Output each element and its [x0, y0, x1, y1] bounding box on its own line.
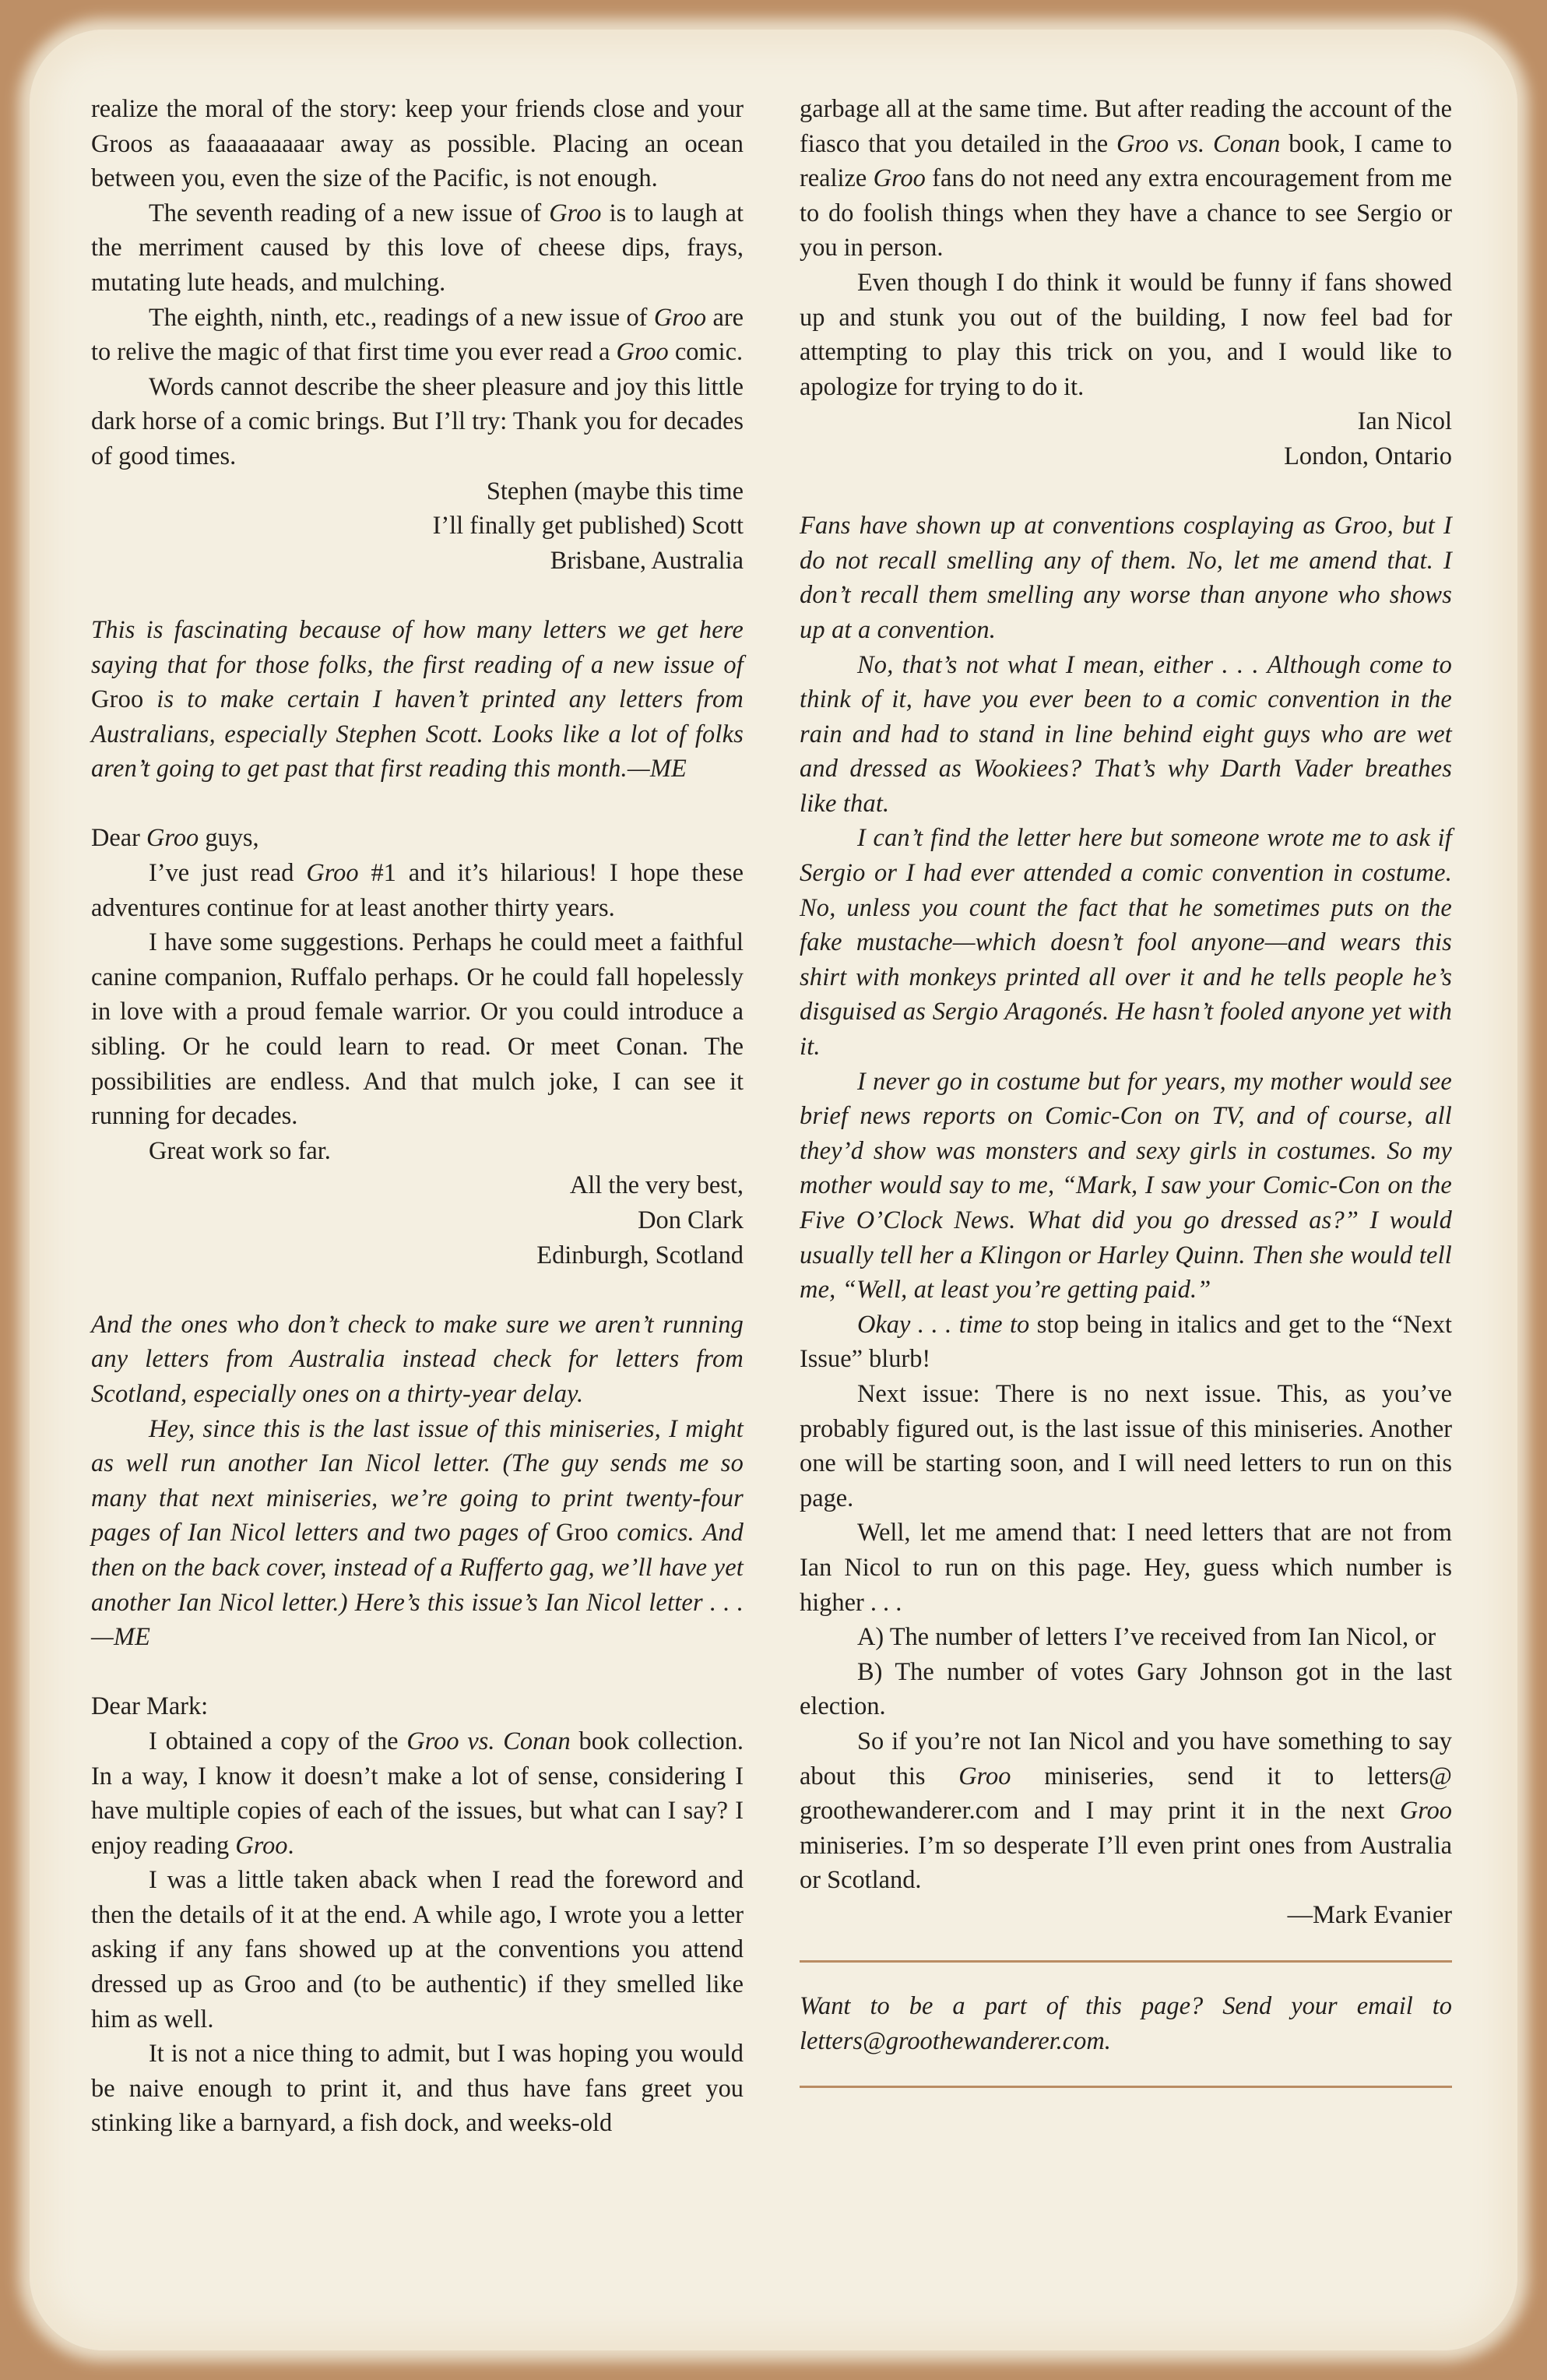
text-run: The seventh reading of a new issue of [149, 199, 550, 227]
text-run: Dear [91, 824, 147, 853]
text-run: book collection. In a way, I know it doesn’t make a lot of sense, considering I have multiple copies of each of the issues, but what can I say? I enjoy reading [91, 1727, 744, 1860]
signature-line: I’ll finally get published) Scott [432, 512, 744, 540]
spacer [800, 474, 1452, 509]
letter3-paragraph [91, 1724, 744, 1863]
next-issue-paragraph: Well, let me amend that: I need letters that are not from Ian Nicol to run on this page. Hey, guess which number is higher . . . [800, 1519, 1452, 1617]
text-run: I’ve just read [149, 859, 307, 888]
text-run: is to make certain I haven’t printed any letters from Australians, especially Stephen Scott. Looks like a lot of folks aren’t going to get past that first reading this month.—ME [91, 685, 744, 783]
text-run: The eighth, ninth, etc., readings of a new issue of [149, 303, 654, 332]
italic-run: Okay . . . time to [857, 1310, 1030, 1339]
letter3-paragraph: Even though I do think it would be funny if fans showed up and stunk you out of the building, I now feel bad for attempting to play this trick on you, and I would like to apologize for trying to do it. [800, 268, 1452, 401]
title-run: Groo vs. Conan [406, 1727, 571, 1755]
title-run: Groo [556, 1519, 609, 1547]
title-run: Groo [235, 1831, 288, 1860]
letter3-paragraph [800, 92, 1452, 266]
text-run: #1 and it’s hilarious! I hope these adventures continue for at least another thirty years. [91, 859, 744, 922]
spacer [91, 1655, 744, 1690]
letter1-paragraph [91, 301, 744, 370]
signature-line: Don Clark [638, 1206, 744, 1234]
text-run: fans do not need any extra encouragement from me to do foolish things when they have a chance to see Sergio or you in person. [800, 164, 1453, 262]
signature-location: London, Ontario [1284, 442, 1452, 470]
editor-transition [800, 1308, 1452, 1377]
next-issue-option-b: B) The number of votes Gary Johnson got in the last election. [800, 1657, 1452, 1721]
text-run: comic. [668, 338, 744, 367]
title-run: Groo [549, 199, 602, 227]
text-run: are to relive the magic of that first time you ever read a [91, 303, 744, 367]
editor-reply [91, 1412, 744, 1655]
title-run: Groo [1399, 1797, 1452, 1825]
title-run: Groo [616, 338, 669, 367]
divider-rule [800, 2086, 1452, 2088]
signature-location: Brisbane, Australia [550, 546, 744, 575]
letter3-paragraph: It is not a nice thing to admit, but I was hoping you would be naive enough to print it, and thus have fans greet you stinking like a barnyard, a fish dock, and weeks-old [91, 2040, 744, 2138]
spacer [91, 787, 744, 822]
signature-line: All the very best, [569, 1171, 744, 1200]
editor-reply: Fans have shown up at conventions cosplaying as Groo, but I do not recall smelling any of them. No, let me amend that. I don’t recall them smelling any worse than anyone who shows up at a convention. [800, 512, 1452, 644]
title-run: Groo [653, 303, 707, 332]
letter1-paragraph: Words cannot describe the sheer pleasure and joy this little dark horse of a comic brings. But I’ll try: Thank you for decades of good times. [91, 372, 744, 470]
text-run: book, I came to realize [800, 129, 1452, 193]
text-run: This is fascinating because of how many letters we get here saying that for those folks, the first reading of a new issue of [91, 615, 744, 679]
letter2-salutation [91, 821, 744, 856]
next-issue-paragraph [800, 1724, 1452, 1898]
letter2-paragraph: I have some suggestions. Perhaps he could meet a faithful canine companion, Ruffalo perhaps. Or he could fall hopelessly in love with a proud female warrior. Or you could introduce a sibling. Or he could learn to read. Or meet Conan. The possibilities are endless. And that mulch joke, I can see it running for decades. [91, 928, 744, 1131]
spacer [91, 1273, 744, 1308]
text-run: garbage all at the same time. But after reading the account of the fiasco that you detailed in the [800, 95, 1452, 158]
signature-line: Stephen (maybe this time [486, 477, 744, 505]
letter2-paragraph [91, 856, 744, 925]
text-run: . [287, 1831, 294, 1860]
editor-signature: —Mark Evanier [1287, 1900, 1452, 1929]
editor-reply: I can’t find the letter here but someone wrote me to ask if Sergio or I had ever attended a comic convention in costume. No, unless you count the fact that he sometimes puts on the fake mustache—which doesn’t fool anyone—and wears this shirt with monkeys printed all over it and he tells people he’s disguised as Sergio Aragonés. He hasn’t fooled anyone yet with it. [800, 824, 1452, 1061]
letter2-paragraph: Great work so far. [149, 1136, 331, 1165]
signature-line: Ian Nicol [1357, 407, 1452, 436]
text-run: So if you’re not Ian Nicol and you have something to say about this [800, 1727, 1452, 1790]
title-run: Groo [873, 164, 926, 193]
editor-reply: I never go in costume but for years, my mother would see brief news reports on Comic-Con on TV, and of course, all they’d show was monsters and sexy girls in costumes. So my mother would say to me, “Mark, I saw your Comic-Con on the Five O’Clock News. What did you go dressed as?” I would usually tell her a Klingon or Harley Quinn. Then she would tell me, “Well, at least you’re getting paid.” [800, 1067, 1452, 1304]
signature-location: Edinburgh, Scotland [536, 1241, 744, 1269]
letter1-paragraph: realize the moral of the story: keep your friends close and your Groos as faaaaaaaaar away as possible. Placing an ocean between you, even the size of the Pacific, is not enough. [91, 95, 744, 193]
right-column [800, 92, 1452, 2088]
letter1-paragraph [91, 196, 744, 301]
text-run: miniseries. I’m so desperate I’ll even print ones from Australia or Scotland. [800, 1831, 1452, 1895]
text-run: is to laugh at the merriment caused by this love of cheese dips, frays, mutating lute heads, and mulching. [91, 199, 744, 297]
title-run: Groo [91, 685, 144, 714]
title-run: Groo [146, 824, 199, 853]
text-run: I obtained a copy of the [149, 1727, 407, 1755]
editor-reply: No, that’s not what I mean, either . . . Although come to think of it, have you ever been to a comic convention in the rain and had to stand in line behind eight guys who are wet and dressed as Wookiees? That’s why Darth Vader breathes like that. [800, 650, 1452, 818]
spacer [91, 578, 744, 613]
text-run: stop being in italics and get to the “Next Issue” blurb! [800, 1310, 1453, 1374]
text-run: comics. And then on the back cover, instead of a Rufferto gag, we’ll have yet another Ian Nicol letter.) Here’s this issue’s Ian Nicol letter . . .—ME [91, 1519, 744, 1652]
text-run: guys, [199, 824, 259, 853]
left-column [91, 92, 744, 2141]
next-issue-paragraph: Next issue: There is no next issue. This, as you’ve probably figured out, is the last issue of this miniseries. Another one will be starting soon, and I will need letters to run on this page. [800, 1379, 1452, 1512]
letter3-salutation: Dear Mark: [91, 1692, 209, 1721]
letter3-paragraph: I was a little taken aback when I read the foreword and then the details of it at the end. A while ago, I wrote you a letter asking if any fans showed up at the conventions you attend dressed up as Groo and (to be authentic) if they smelled like him as well. [91, 1866, 744, 2033]
title-run: Groo [958, 1762, 1011, 1790]
divider-rule [800, 1960, 1452, 1963]
spacer [800, 1932, 1452, 1960]
letters-call-to-action: Want to be a part of this page? Send your email to letters@groothewanderer.com. [800, 1992, 1452, 2056]
title-run: Groo [306, 859, 359, 888]
next-issue-option-a: A) The number of letters I’ve received from Ian Nicol, or [857, 1623, 1436, 1652]
title-run: Groo vs. Conan [1116, 129, 1281, 158]
text-run: Hey, since this is the last issue of this miniseries, I might as well run another Ian Nicol letter. (The guy sends me so many that next miniseries, we’re going to print twenty-four pages of Ian Nicol letters and two pages of [91, 1414, 744, 1547]
editor-reply: And the ones who don’t check to make sure we aren’t running any letters from Australia instead check for letters from Scotland, especially ones on a thirty-year delay. [91, 1310, 744, 1408]
text-run: miniseries, send it to letters@ groothewanderer.com and I may print it in the next [800, 1762, 1452, 1825]
editor-reply [91, 613, 744, 787]
